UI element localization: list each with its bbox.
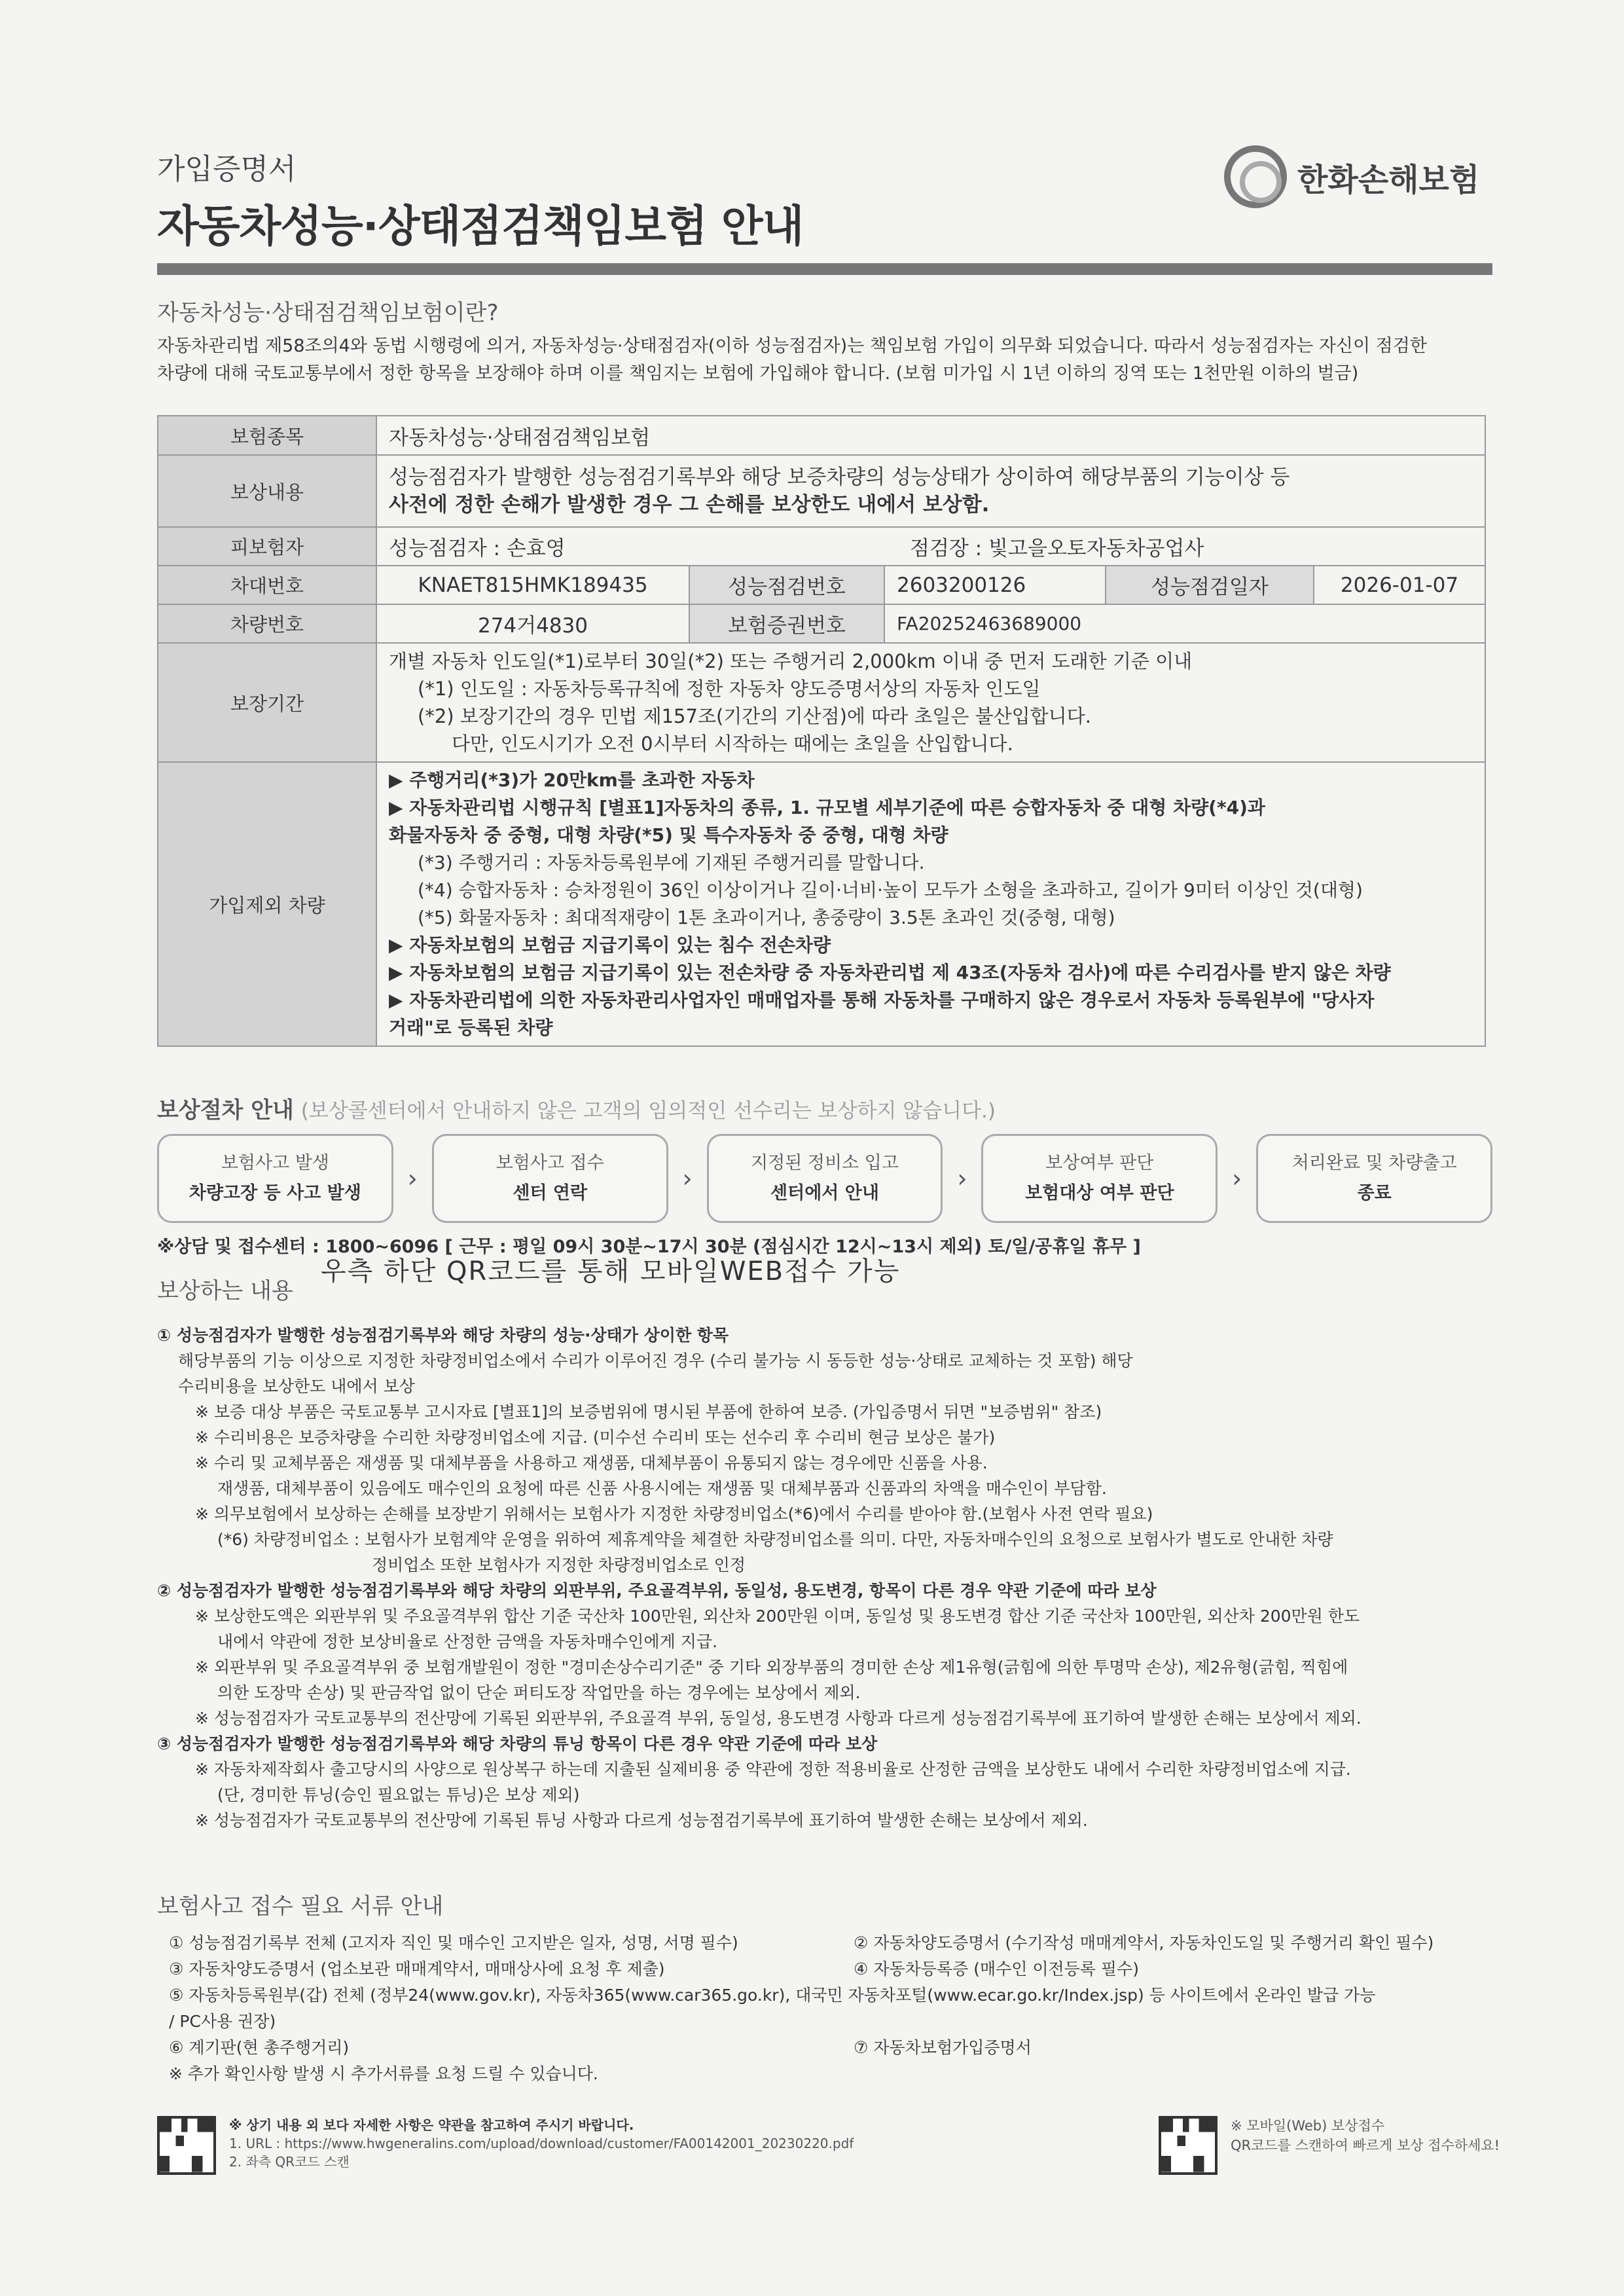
period-line: (*2) 보장기간의 경우 민법 제157조(기간의 기산점)에 따라 초일은 불산입합니다. [418, 705, 1091, 727]
document-item: ⑤ 자동차등록원부(갑) 전체 (정부24(www.gov.kr), 자동차365(www.car365.go.kr), 대국민 자동차포털(www.ecar.go.kr/Index.jsp) 등 사이트에서 온라인 발급 가능 [169, 1986, 1376, 2005]
footer-left-title: ※ 상기 내용 외 보다 자세한 사항은 약관을 참고하여 주시기 바랍니다. [229, 2117, 634, 2133]
documents-heading: 보험사고 접수 필요 서류 안내 [157, 1893, 444, 1920]
intro-line: 자동차관리법 제58조의4와 동법 시행령에 의거, 자동차성능·상태점검자(이하 성능점검자)는 책임보험 가입이 의무화 되었습니다. 따라서 성능점검자는 자신이 점검한 [157, 336, 1427, 356]
exclusion-line: (*3) 주행거리 : 자동차등록원부에 기재된 주행거리를 말합니다. [418, 852, 925, 873]
footer-right-text [1231, 2116, 1500, 2155]
inspector-name: 성능점검자 : 손효영 [389, 537, 566, 560]
coverage-line: ※ 보증 대상 부품은 국토교통부 고시자료 [별표1]의 보증범위에 명시된 부품에 한하여 보증. (가입증명서 뒤면 "보증범위" 참조) [195, 1402, 1102, 1421]
inspection-station: 점검장 : 빛고을오토자동차공업사 [910, 537, 1204, 560]
step-1 [157, 1134, 393, 1223]
period-line: 개별 자동차 인도일(*1)로부터 30일(*2) 또는 주행거리 2,000km 이내 중 먼저 도래한 기준 이내 [389, 650, 1193, 672]
documents-list [169, 1930, 1498, 2087]
qr-code-icon[interactable] [157, 2116, 216, 2175]
mobile-claim-desc: QR코드를 스캔하여 빠르게 보상 접수하세요! [1231, 2138, 1500, 2153]
check-date-value: 2026-01-07 [1314, 566, 1485, 604]
coverage-line: ※ 외판부위 및 주요골격부위 중 보험개발원이 정한 "경미손상수리기준" 중 기타 외장부품의 경미한 손상 제1유형(긁힘에 의한 투명막 손상), 제2유형(긁힘, 찍힘에 [195, 1658, 1348, 1677]
coverage-line: 내에서 약관에 정한 보상비율로 산정한 금액을 자동차매수인에게 지급. [217, 1632, 717, 1651]
step-title: 보상여부 판단 [1045, 1153, 1154, 1173]
header-divider [157, 263, 1492, 275]
step-desc: 종료 [1357, 1183, 1392, 1203]
exclusion-line: ▶ 자동차관리법에 의한 자동차관리사업자인 매매업자를 통해 자동차를 구매하지 않은 경우로서 자동차 등록원부에 "당사자 [389, 989, 1375, 1011]
coverage-value [376, 455, 1485, 527]
period-value [376, 643, 1485, 762]
chevron-right-icon: › [1232, 1164, 1242, 1193]
chevron-right-icon: › [682, 1164, 693, 1193]
coverage-line: ※ 의무보험에서 보상하는 손해를 보장받기 위해서는 보험사가 지정한 차량정비업소(*6)에서 수리를 받아야 함.(보험사 사전 연락 필요) [195, 1504, 1153, 1523]
intro-line: 차량에 대해 국토교통부에서 정한 항목을 보장해야 하며 이를 책임지는 보험에 가입해야 합니다. (보험 미가입 시 1년 이하의 징역 또는 1천만원 이하의 벌금) [157, 363, 1359, 384]
coverage-line: ※ 보상한도액은 외판부위 및 주요골격부위 합산 기준 국산차 100만원, 외산차 200만원 이며, 동일성 및 용도변경 합산 기준 국산차 100만원, 외산차 200만원 한도 [195, 1607, 1360, 1626]
exclusion-line: 화물자동차 중 중형, 대형 차량(*5) 및 특수자동차 중 중형, 대형 차량 [389, 824, 948, 846]
mobile-claim-title: ※ 모바일(Web) 보상접수 [1231, 2118, 1385, 2134]
step-desc: 센터에서 안내 [770, 1183, 879, 1203]
step-title: 처리완료 및 차량출고 [1291, 1153, 1457, 1173]
footer-left [157, 2116, 854, 2175]
coverage-line: 사전에 정한 손해가 발생한 경우 그 손해를 보상한도 내에서 보상함. [389, 493, 990, 517]
coverage-line: ※ 성능점검자가 국토교통부의 전산망에 기록된 외판부위, 주요골격 부위, 동일성, 용도변경 사항과 다르게 성능점검기록부에 표기하여 발생한 손해는 보상에서 제외. [195, 1709, 1362, 1728]
coverage-line: 수리비용을 보상한도 내에서 보상 [178, 1377, 415, 1396]
check-no-value: 2603200126 [884, 566, 1106, 604]
document-item: ④ 자동차등록증 (매수인 이전등록 필수) [854, 1959, 1139, 1978]
document-item: ③ 자동차양도증명서 (업소보관 매매계약서, 매매상사에 요청 후 제출) [169, 1959, 665, 1978]
contact-info: ※상담 및 접수센터 : 1800~6096 [ 근무 : 평일 09시 30분~17시 30분 (점심시간 12시~13시 제외) 토/일/공휴일 휴무 ] [157, 1237, 1141, 1257]
coverage-details [157, 1322, 1492, 1833]
step-4 [981, 1134, 1218, 1223]
step-title: 보험사고 발생 [221, 1153, 329, 1173]
insurance-info-table [157, 415, 1486, 1047]
coverage-line: ※ 수리비용은 보증차량을 수리한 차량정비업소에 지급. (미수선 수리비 또는 선수리 후 수리비 현금 보상은 불가) [195, 1428, 996, 1447]
hanwha-logo-icon [1224, 145, 1287, 208]
exclusion-line: ▶ 자동차관리법 시행규칙 [별표1]자동차의 종류, 1. 규모별 세부기준에 따른 승합자동차 중 대형 차량(*4)과 [389, 797, 1265, 818]
coverage-line: ※ 자동차제작회사 출고당시의 사양으로 원상복구 하는데 지출된 실제비용 중 약관에 정한 적용비율로 산정한 금액을 보상한도 내에서 수리한 차량정비업소에 지급. [195, 1760, 1351, 1779]
chevron-right-icon: › [407, 1164, 418, 1193]
product-label: 보험종목 [158, 416, 376, 455]
company-logo [1224, 145, 1479, 208]
coverage-line: (단, 경미한 튜닝(승인 필요없는 튜닝)은 보상 제외) [217, 1785, 580, 1804]
document-item-continued: / PC사용 권장) [169, 2012, 276, 2031]
qr-code-icon[interactable] [1159, 2116, 1218, 2175]
coverage-label: 보상내용 [158, 455, 376, 527]
document-item: ① 성능점검기록부 전체 (고지자 직인 및 매수인 고지받은 일자, 성명, 서명 필수) [169, 1933, 738, 1952]
footer-left-text [229, 2116, 854, 2171]
footer-left-qr-note: 2. 좌측 QR코드 스캔 [229, 2154, 350, 2170]
coverage-line: ※ 수리 및 교체부품은 재생품 및 대체부품을 사용하고 재생품, 대체부품이 유통되지 않는 경우에만 신품을 사용. [195, 1453, 988, 1472]
step-desc: 차량고장 등 사고 발생 [189, 1183, 361, 1203]
chevron-right-icon: › [957, 1164, 967, 1193]
coverage-line: ① 성능점검자가 발행한 성능점검기록부와 해당 차량의 성능·상태가 상이한 항목 [157, 1326, 729, 1345]
exclusion-line: ▶ 주행거리(*3)가 20만km를 초과한 자동차 [389, 769, 755, 791]
document-title: 자동차성능·상태점검책임보험 안내 [157, 201, 804, 251]
document-item: ② 자동차양도증명서 (수기작성 매매계약서, 자동차인도일 및 주행거리 확인 필수) [854, 1933, 1434, 1952]
exclusion-line: (*4) 승합자동차 : 승차정원이 36인 이상이거나 길이·너비·높이 모두가 소형을 초과하고, 길이가 9미터 이상인 것(대형) [418, 879, 1363, 901]
terms-url[interactable]: 1. URL : https://www.hwgeneralins.com/upload/download/customer/FA00142001_20230220.pdf [229, 2136, 854, 2151]
vin-value: KNAET815HMK189435 [376, 566, 689, 604]
document-item: ⑥ 계기판(현 총주행거리) [169, 2038, 350, 2057]
exclusion-line: (*5) 화물자동차 : 최대적재량이 1톤 초과이거나, 총중량이 3.5톤 초과인 것(중형, 대형) [418, 907, 1115, 928]
handwritten-note: 우측 하단 QR코드를 통해 모바일WEB접수 가능 [321, 1256, 901, 1286]
plate-value: 274거4830 [376, 604, 689, 643]
coverage-line: ※ 성능점검자가 국토교통부의 전산망에 기록된 튜닝 사항과 다르게 성능점검기록부에 표기하여 발생한 손해는 보상에서 제외. [195, 1811, 1088, 1830]
coverage-line: 해당부품의 기능 이상으로 지정한 차량정비업소에서 수리가 이루어진 경우 (수리 불가능 시 동등한 성능·상태로 교체하는 것 포함) 해당 [178, 1351, 1133, 1370]
step-3 [707, 1134, 943, 1223]
insured-value [376, 527, 1485, 566]
footer-right [1159, 2116, 1500, 2175]
period-label: 보장기간 [158, 643, 376, 762]
check-no-label: 성능점검번호 [689, 566, 884, 604]
exclusion-value [376, 762, 1485, 1046]
coverage-line: (*6) 차량정비업소 : 보험사가 보험계약 운영을 위하여 제휴계약을 체결한 차량정비업소를 의미. 다만, 자동차매수인의 요청으로 보험사가 별도로 안내한 차량 [217, 1530, 1333, 1549]
step-desc: 보험대상 여부 판단 [1025, 1183, 1174, 1203]
step-title: 지정된 정비소 입고 [751, 1153, 899, 1173]
procedure-steps [157, 1134, 1492, 1223]
coverage-line: 정비업소 또한 보험사가 지정한 차량정비업소로 인정 [372, 1556, 746, 1575]
check-date-label: 성능점검일자 [1106, 566, 1314, 604]
coverage-line: ② 성능점검자가 발행한 성능점검기록부와 해당 차량의 외판부위, 주요골격부위, 동일성, 용도변경, 항목이 다른 경우 약관 기준에 따라 보상 [157, 1581, 1157, 1600]
exclusion-label: 가입제외 차량 [158, 762, 376, 1046]
exclusion-line: ▶ 자동차보험의 보험금 지급기록이 있는 침수 전손차량 [389, 934, 831, 956]
document-item: ⑦ 자동차보험가입증명서 [854, 2038, 1032, 2057]
coverage-line: ③ 성능점검자가 발행한 성능점검기록부와 해당 차량의 튜닝 항목이 다른 경우 약관 기준에 따라 보상 [157, 1734, 878, 1753]
exclusion-line: 거래"로 등록된 차량 [389, 1017, 553, 1038]
coverage-line: 재생품, 대체부품이 있음에도 매수인의 요청에 따른 신품 사용시에는 재생품 및 대체부품과 신품과의 차액을 매수인이 부담함. [217, 1479, 1107, 1498]
policy-no-value: FA20252463689000 [884, 604, 1485, 643]
step-5 [1256, 1134, 1492, 1223]
procedure-title: 보상절차 안내 [157, 1097, 294, 1123]
coverage-line: 의한 도장막 손상) 및 판금작업 없이 단순 퍼티도장 작업만을 하는 경우에는 보상에서 제외. [217, 1683, 861, 1702]
intro-heading: 자동차성능·상태점검책임보험이란? [157, 300, 499, 326]
policy-no-label: 보험증권번호 [689, 604, 884, 643]
documents-note: ※ 추가 확인사항 발생 시 추가서류를 요청 드릴 수 있습니다. [169, 2064, 598, 2083]
coverage-heading: 보상하는 내용 [157, 1278, 293, 1304]
step-2 [432, 1134, 668, 1223]
procedure-note: (보상콜센터에서 안내하지 않은 고객의 임의적인 선수리는 보상하지 않습니다.) [300, 1099, 996, 1123]
step-title: 보험사고 접수 [496, 1153, 604, 1173]
intro-text [157, 333, 1486, 388]
plate-label: 차량번호 [158, 604, 376, 643]
document-subtitle: 가입증명서 [157, 153, 297, 186]
exclusion-line: ▶ 자동차보험의 보험금 지급기록이 있는 전손차량 중 자동차관리법 제 43조(자동차 검사)에 따른 수리검사를 받지 않은 차량 [389, 962, 1391, 983]
period-line: (*1) 인도일 : 자동차등록규칙에 정한 자동차 양도증명서상의 자동차 인도일 [418, 678, 1041, 700]
insured-label: 피보험자 [158, 527, 376, 566]
product-value: 자동차성능·상태점검책임보험 [376, 416, 1485, 455]
vin-label: 차대번호 [158, 566, 376, 604]
logo-text: 한화손해보험 [1297, 161, 1480, 198]
coverage-line: 성능점검자가 발행한 성능점검기록부와 해당 보증차량의 성능상태가 상이하여 해당부품의 기능이상 등 [389, 465, 1290, 489]
step-desc: 센터 연락 [513, 1183, 588, 1203]
period-line: 다만, 인도시기가 오전 0시부터 시작하는 때에는 초일을 산입합니다. [452, 733, 1013, 755]
procedure-heading [157, 1092, 996, 1124]
